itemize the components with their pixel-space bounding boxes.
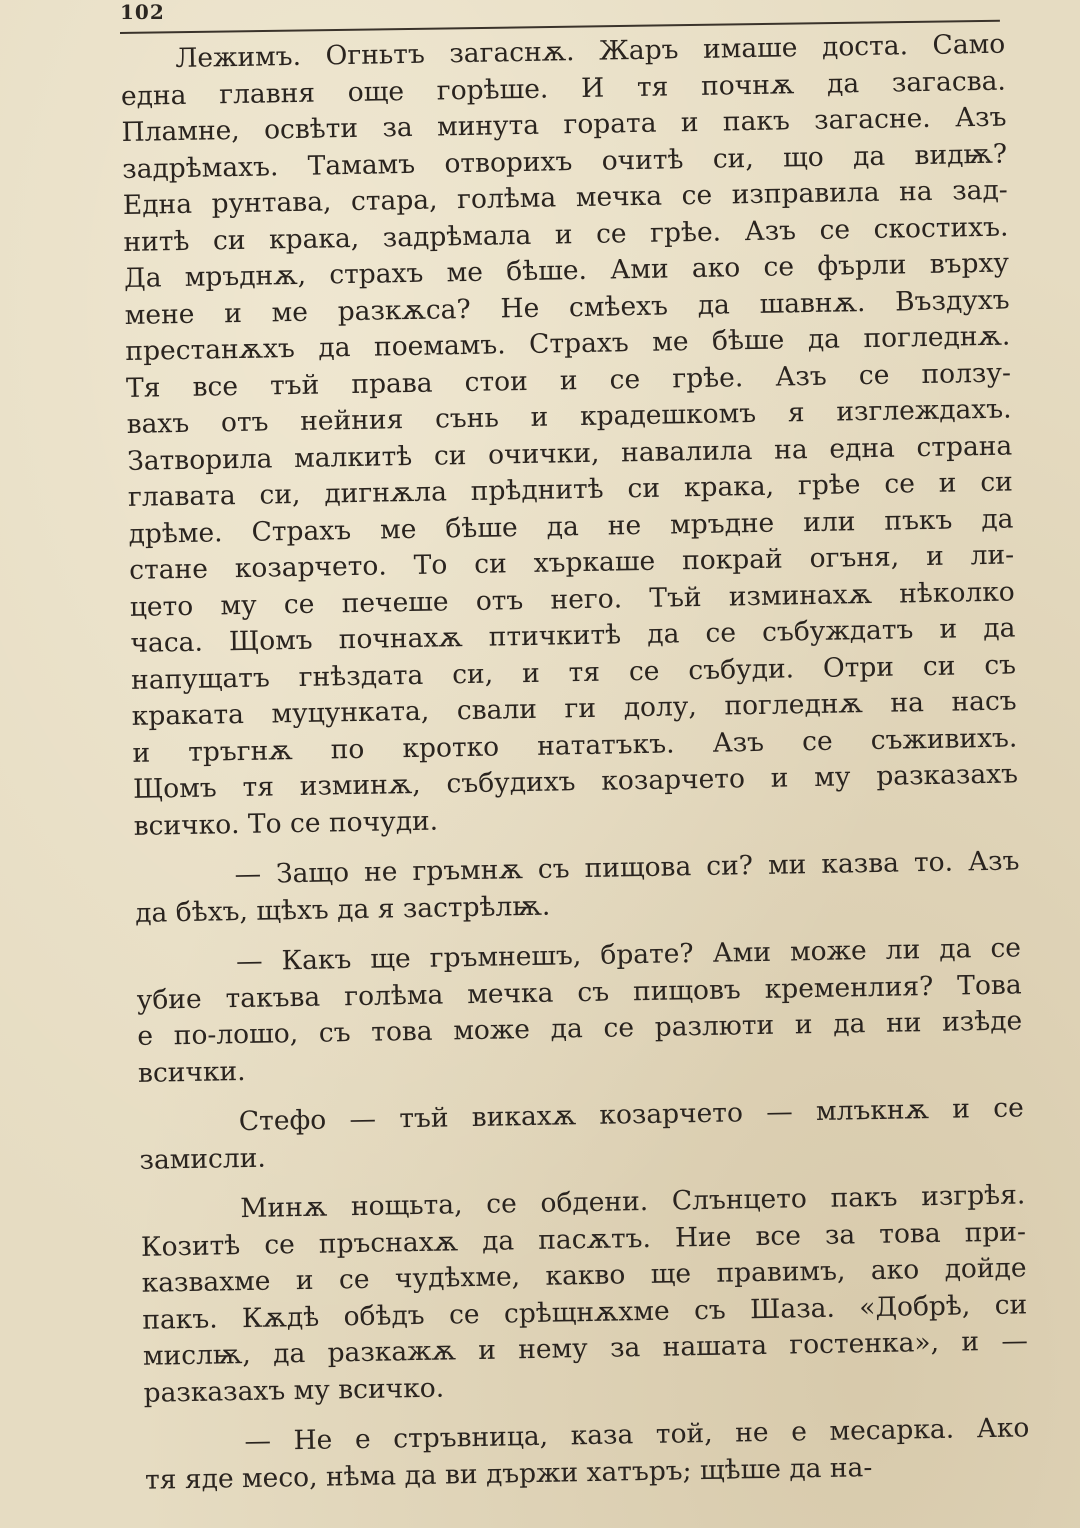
text-line: нитѣ си крака, задрѣмала и се грѣе. Азъ се скостихъ. bbox=[123, 211, 1009, 258]
text-line: дрѣме. Страхъ ме бѣше да не мръдне или пъкъ да bbox=[128, 502, 1014, 550]
text-line: Тя все тъй права стои и се грѣе. Азъ се ползу- bbox=[125, 357, 1012, 404]
text-line: замисли. bbox=[139, 1142, 267, 1176]
text-line: Стефо — тъй викахѫ козарчето — млъкнѫ и се bbox=[238, 1092, 1025, 1138]
paragraph bbox=[120, 27, 1019, 845]
text-line: цето му се печеше отъ него. Тъй изминахѫ нѣколко bbox=[129, 575, 1015, 623]
text-line: Пламне, освѣти за минута гората и пакъ загасне. Азъ bbox=[121, 101, 1007, 148]
text-line: Щомъ тя изминѫ, събудихъ козарчето и му разказахъ bbox=[132, 758, 1019, 805]
paragraph bbox=[144, 1410, 1030, 1498]
text-line: напущатъ гнѣздата си, и тя се събуди. Отри си съ bbox=[130, 648, 1017, 696]
text-line: Да мръднѫ, страхъ ме бѣше. Ами ако се фърли върху bbox=[123, 247, 1010, 294]
text-line: всички. bbox=[137, 1055, 246, 1089]
text-line: Минѫ нощьта, се обдени. Слънцето пакъ изгрѣя. bbox=[240, 1179, 1026, 1225]
text-line: да бѣхъ, щѣхъ да я застрѣлѭ. bbox=[134, 890, 551, 929]
text-line: мислѭ, да разкажѫ и нему за нашата гостенка», и — bbox=[142, 1325, 1029, 1372]
text-line: часа. Щомъ почнахѫ птичкитѣ да се събуждатъ и да bbox=[130, 612, 1016, 659]
text-line: и тръгнѫ по кротко нататъкъ. Азъ се съживихъ. bbox=[132, 721, 1018, 769]
text-line: пакъ. Кѫдѣ обѣдъ се срѣщнѫхме съ Шаза. «Добрѣ, си bbox=[142, 1288, 1028, 1336]
text-line: мене и ме разкѫса? Не смѣехъ да шавнѫ. Въздухъ bbox=[124, 284, 1010, 331]
text-line: краката муцунката, свали ги долу, погледнѫ на насъ bbox=[131, 685, 1017, 732]
text-line: тя яде месо, нѣма да ви държи хатъръ; щѣше да на- bbox=[144, 1451, 873, 1496]
text-line: главата си, дигнѫла прѣднитѣ си крака, грѣе се и си bbox=[127, 466, 1014, 513]
body-text bbox=[120, 27, 1030, 1499]
page-number: 102 bbox=[120, 0, 165, 24]
text-line: казвахме и се чудѣхме, какво ще правимъ, ако дойде bbox=[141, 1252, 1027, 1299]
text-line: Лежимъ. Огньтъ загаснѫ. Жаръ имаше доста. Само bbox=[175, 28, 1006, 75]
text-line: — Какъ ще гръмнешъ, брате? Ами може ли да се bbox=[235, 932, 1022, 978]
text-line: — Защо не гръмнѫ съ пищова си? ми казва то. Азъ bbox=[234, 845, 1020, 891]
paragraph bbox=[140, 1177, 1029, 1411]
text-line: всичко. То се почуди. bbox=[133, 805, 439, 842]
text-line: Една рунтава, стара, голѣма мечка се изправила на зад- bbox=[122, 174, 1008, 221]
text-line: задрѣмахъ. Тамамъ отворихъ очитѣ си, що да видѭ? bbox=[121, 138, 1008, 185]
text-line: убие такъва голѣма мечка съ пищовъ кременлия? Това bbox=[136, 968, 1022, 1016]
text-line: разказахъ му всичко. bbox=[143, 1372, 445, 1409]
text-line: Затворила малкитѣ си очички, навалила на една страна bbox=[127, 429, 1013, 477]
text-line: една главня още горѣше. И тя почнѫ да загасва. bbox=[120, 65, 1007, 112]
text-line: стане козарчето. То си хъркаше покрай огъня, и ли- bbox=[128, 539, 1015, 586]
text-line: Козитѣ се пръснахѫ да пасѫтъ. Ние все за това при- bbox=[140, 1215, 1027, 1263]
text-line: престанѫхъ да поемамъ. Страхъ ме бѣше да погледнѫ. bbox=[125, 320, 1011, 367]
text-line: — Не е стръвница, каза той, не е месарка. Ако bbox=[244, 1412, 1030, 1458]
text-line: вахъ отъ нейния сънь и крадешкомъ я изглеждахъ. bbox=[126, 393, 1012, 440]
paragraph bbox=[136, 930, 1023, 1091]
text-line: е по-лошо, съ това може да се разлюти и да ни изѣде bbox=[137, 1005, 1023, 1052]
